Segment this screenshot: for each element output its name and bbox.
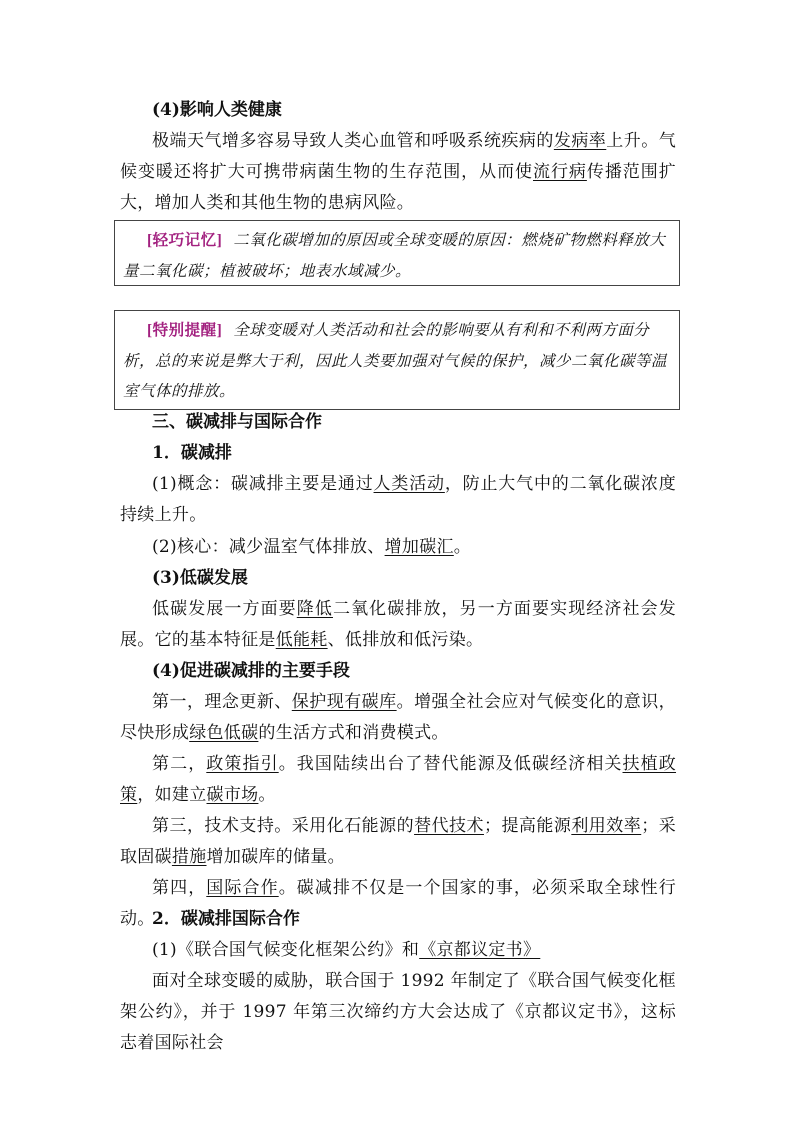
underlined-term: 政策指引	[206, 754, 279, 774]
paragraph-item1: (1)《联合国气候变化框架公约》和《京都议定书》	[152, 940, 541, 960]
memory-text: 二氧化碳增加的原因或全球变暖的原因：燃烧矿物燃料释放大量二氧化碳；植被破坏；地表水域减少。	[123, 231, 666, 280]
memory-tip-box	[114, 220, 680, 286]
part3-heading: 三、碳减排与国际合作	[152, 412, 322, 432]
subheading-international: 2．碳减排国际合作	[152, 909, 300, 929]
underlined-term: 发病率	[553, 131, 607, 151]
paragraph-fourth: 第四，国际合作。碳减排不仅是一个国家的事，必须采取全球性行动。	[120, 878, 676, 929]
underlined-term: 降低	[296, 599, 333, 619]
memory-tag: [轻巧记忆]	[147, 232, 223, 249]
underlined-term: 碳市场	[206, 785, 259, 805]
underlined-term: 措施	[171, 847, 207, 867]
paragraph-health: 极端天气增多容易导致人类心血管和呼吸系统疾病的发病率上升。气候变暖还将扩大可携带病菌生物的生存范围，从而使流行病传播范围扩大，增加人类和其他生物的患病风险。	[120, 131, 676, 213]
underlined-term: 人类活动	[373, 474, 445, 494]
paragraph-third: 第三，技术支持。采用化石能源的替代技术；提高能源利用效率；采取固碳措施增加碳库的储量。	[120, 816, 676, 867]
underlined-term: 扶植政策	[120, 754, 677, 805]
underlined-term: 国际合作	[206, 878, 279, 898]
reminder-text: 全球变暖对人类活动和社会的影响要从有利和不利两方面分析，总的来说是弊大于利，因此人类要加强对气候的保护，减少二氧化碳等温室气体的排放。	[123, 321, 668, 400]
subheading-carbon-reduction: 1．碳减排	[152, 443, 232, 463]
underlined-term: 《京都议定书》	[419, 940, 541, 960]
paragraph-core: (2)核心：减少温室气体排放、增加碳汇。	[152, 537, 472, 557]
special-reminder-box	[114, 310, 680, 410]
paragraph-second: 第二，政策指引。我国陆续出台了替代能源及低碳经济相关扶植政策，如建立碳市场。	[120, 754, 677, 805]
underlined-term: 绿色低碳	[189, 723, 259, 743]
subheading-low-carbon: (3)低碳发展	[152, 568, 248, 588]
section-heading-health: (4)影响人类健康	[152, 100, 282, 120]
reminder-tag: [特别提醒]	[147, 322, 223, 339]
subheading-means: (4)促进碳减排的主要手段	[152, 661, 350, 681]
paragraph-low-carbon: 低碳发展一方面要降低二氧化碳排放，另一方面要实现经济社会发展。它的基本特征是低能耗、低排放和低污染。	[120, 599, 676, 650]
underlined-term: 保护现有碳库	[291, 692, 397, 712]
underlined-term: 替代技术	[414, 816, 484, 836]
paragraph-first: 第一，理念更新、保护现有碳库。增强全社会应对气候变化的意识，尽快形成绿色低碳的生活方式和消费模式。	[120, 692, 676, 743]
underlined-term: 利用效率	[571, 816, 642, 836]
paragraph-concept: (1)概念：碳减排主要是通过人类活动，防止大气中的二氧化碳浓度持续上升。	[120, 474, 677, 525]
underlined-term: 增加碳汇	[384, 537, 454, 557]
underlined-term: 流行病	[533, 162, 587, 182]
underlined-term: 低能耗	[275, 630, 328, 650]
paragraph-international: 面对全球变暖的威胁，联合国于 1992 年制定了《联合国气候变化框架公约》，并于 1997 年第三次缔约方大会达成了《京都议定书》，这标志着国际社会	[120, 971, 676, 1053]
